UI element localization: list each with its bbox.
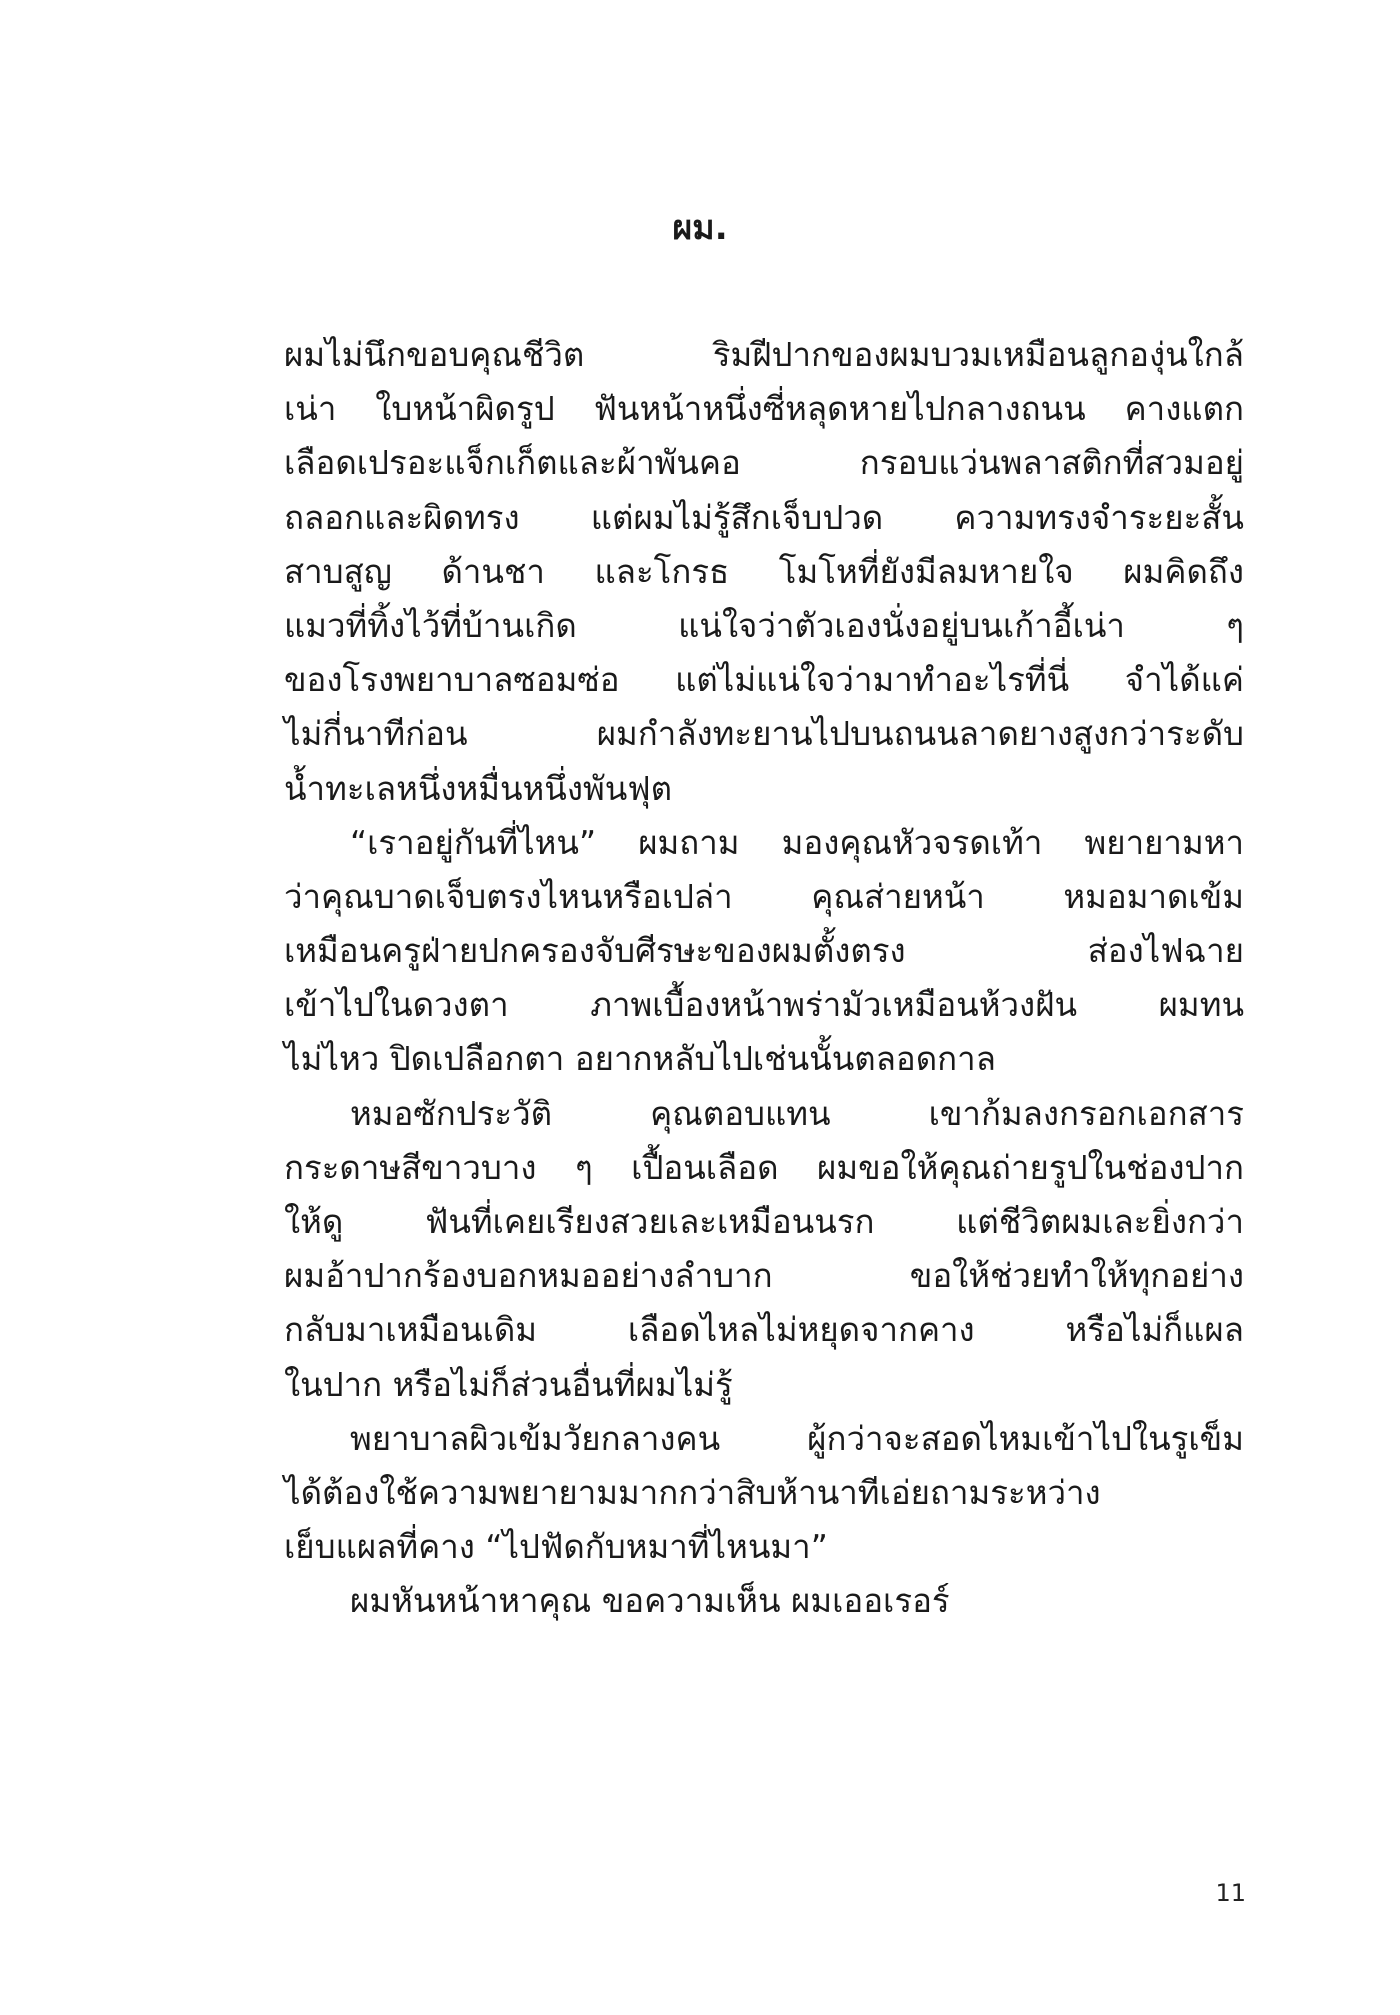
- text-line: ไม่ไหว ปิดเปลือกตา อยากหลับไปเช่นนั้นตลอดกาล: [284, 1039, 996, 1079]
- text-line: น้ำทะเลหนึ่งหมื่นหนึ่งพันฟุต: [284, 768, 673, 808]
- text-line: พยาบาลผิวเข้มวัยกลางคน ผู้กว่าจะสอดไหมเข้าไปในรูเข็ม: [350, 1418, 1244, 1458]
- paragraph: [284, 1412, 1244, 1575]
- text-line: เน่า ใบหน้าผิดรูป ฟันหน้าหนึ่งซี่หลุดหายไปกลางถนน คางแตก: [284, 389, 1244, 429]
- text-line: ไม่กี่นาทีก่อน ผมกำลังทะยานไปบนถนนลาดยางสูงกว่าระดับ: [284, 714, 1244, 754]
- text-line: ของโรงพยาบาลซอมซ่อ แต่ไม่แน่ใจว่ามาทำอะไรที่นี่ จำได้แค่: [284, 660, 1244, 700]
- text-line: “เราอยู่กันที่ไหน” ผมถาม มองคุณหัวจรดเท้า พยายามหา: [350, 822, 1244, 862]
- body-text: [284, 328, 1244, 1629]
- text-line: ว่าคุณบาดเจ็บตรงไหนหรือเปล่า คุณส่ายหน้า หมอมาดเข้ม: [284, 876, 1244, 916]
- paragraph: [284, 1087, 1244, 1412]
- text-line: แมวที่ทิ้งไว้ที่บ้านเกิด แน่ใจว่าตัวเองนั่งอยู่บนเก้าอี้เน่า ๆ: [284, 605, 1244, 645]
- text-line: หมอซักประวัติ คุณตอบแทน เขาก้มลงกรอกเอกสาร: [350, 1093, 1244, 1133]
- text-line: ผมอ้าปากร้องบอกหมออย่างลำบาก ขอให้ช่วยทำให้ทุกอย่าง: [284, 1256, 1244, 1296]
- text-line: กระดาษสีขาวบาง ๆ เปื้อนเลือด ผมขอให้คุณถ่ายรูปในช่องปาก: [284, 1147, 1244, 1187]
- text-line: ถลอกและผิดทรง แต่ผมไม่รู้สึกเจ็บปวด ความทรงจำระยะสั้น: [284, 497, 1244, 537]
- paragraph: [284, 816, 1244, 1087]
- text-line: ได้ต้องใช้ความพยายามมากกว่าสิบห้านาทีเอ่ยถามระหว่าง: [284, 1472, 1101, 1512]
- text-line: เข้าไปในดวงตา ภาพเบื้องหน้าพร่ามัวเหมือนห้วงฝัน ผมทน: [284, 985, 1244, 1025]
- chapter-title: ผม.: [672, 208, 728, 248]
- text-line: ผมหันหน้าหาคุณ ขอความเห็น ผมเออเรอร์: [350, 1581, 950, 1621]
- paragraph: [284, 328, 1244, 816]
- text-line: เย็บแผลที่คาง “ไปฟัดกับหมาที่ไหนมา”: [284, 1527, 828, 1567]
- text-line: เหมือนครูฝ่ายปกครองจับศีรษะของผมตั้งตรง ส่องไฟฉาย: [284, 931, 1244, 971]
- text-line: สาบสูญ ด้านชา และโกรธ โมโหที่ยังมีลมหายใจ ผมคิดถึง: [284, 551, 1244, 591]
- text-line: ในปาก หรือไม่ก็ส่วนอื่นที่ผมไม่รู้: [284, 1364, 733, 1404]
- text-line: เลือดเปรอะแจ็กเก็ตและผ้าพันคอ กรอบแว่นพลาสติกที่สวมอยู่: [284, 443, 1244, 483]
- paragraph: [284, 1574, 1244, 1628]
- text-line: ให้ดู ฟันที่เคยเรียงสวยเละเหมือนนรก แต่ชีวิตผมเละยิ่งกว่า: [284, 1202, 1244, 1241]
- text-line: กลับมาเหมือนเดิม เลือดไหลไม่หยุดจากคาง หรือไม่ก็แผล: [284, 1310, 1244, 1350]
- text-line: ผมไม่นึกขอบคุณชีวิต ริมฝีปากของผมบวมเหมือนลูกองุ่นใกล้: [284, 335, 1244, 374]
- page-number: 11: [1215, 1879, 1246, 1907]
